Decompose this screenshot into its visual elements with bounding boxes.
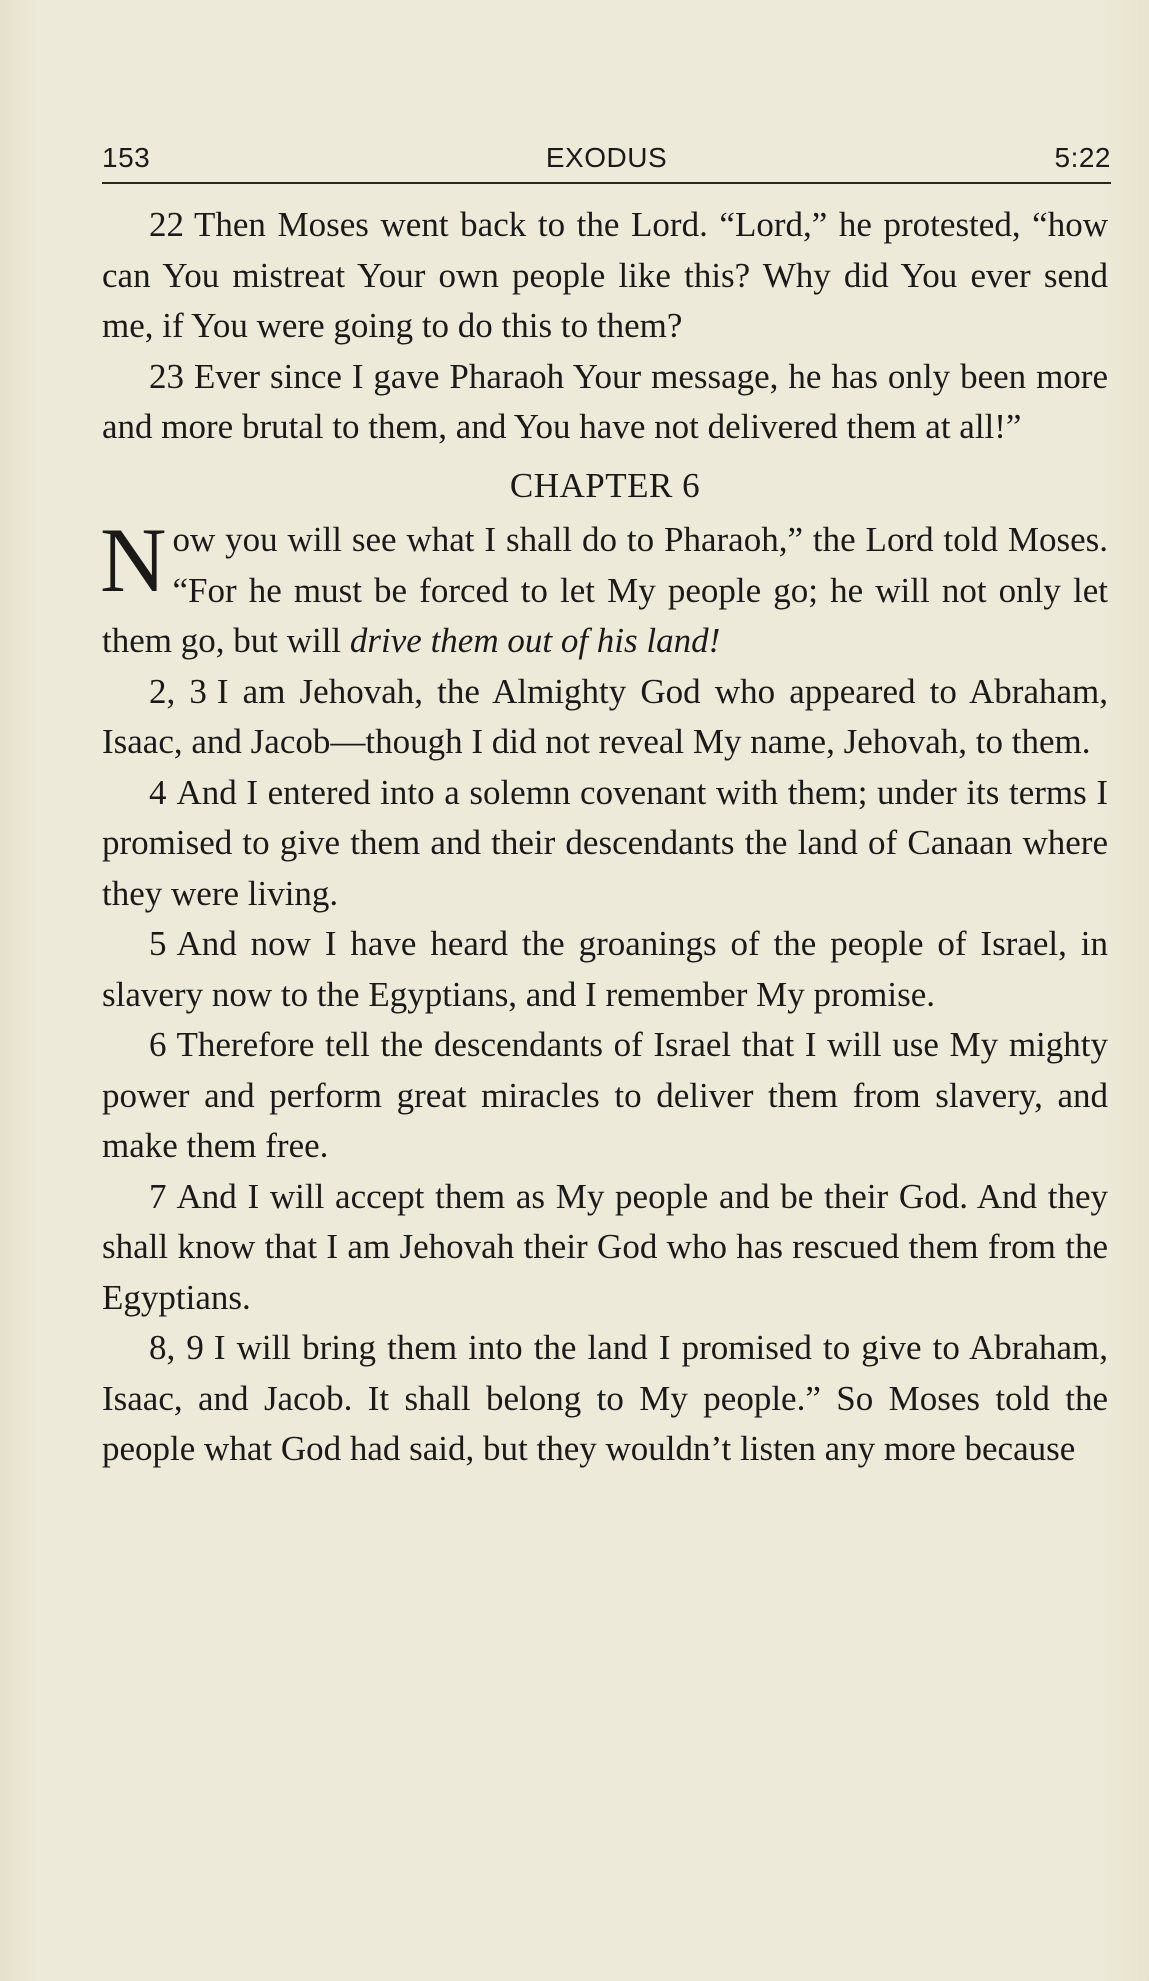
verse-number: 22 — [149, 205, 184, 244]
verse-text: And I will accept them as My people and be their God. And they shall know that I am Jehovah their God who has rescued them from the Egyptians. — [102, 1176, 1108, 1317]
verse-text: And I entered into a solemn covenant with them; under its terms I promised to give them and their descendants the land of Canaan where they were living. — [102, 772, 1108, 913]
verse-6-4 — [102, 768, 1108, 920]
verse-6-1 — [100, 509, 1108, 667]
drop-cap: N — [100, 509, 167, 611]
verse-6-2-3 — [102, 667, 1108, 768]
verse-number: 6 — [149, 1025, 167, 1064]
verse-text: I will bring them into the land I promised to give to Abraham, Isaac, and Jacob. It shall belong to My people.” So Moses told the people what God had said, but they wouldn’t listen any more because — [102, 1328, 1108, 1468]
scripture-text — [102, 200, 1108, 1475]
verse-6-5 — [102, 919, 1108, 1020]
verse-5-23 — [102, 352, 1108, 453]
verse-text: I am Jehovah, the Almighty God who appeared to Abraham, Isaac, and Jacob—though I did not reveal My name, Jehovah, to them. — [102, 671, 1109, 761]
verse-number: 7 — [149, 1176, 167, 1216]
chapter-verse-reference: 5:22 — [1054, 142, 1111, 173]
verse-number: 8, 9 — [149, 1328, 204, 1367]
chapter-heading: CHAPTER 6 — [509, 465, 701, 505]
verse-number: 2, 3 — [149, 671, 207, 711]
verse-6-6 — [102, 1020, 1108, 1172]
verse-number: 5 — [149, 924, 167, 963]
verse-text: ow you will see what I shall do to Pharaoh,” the Lord told Moses. “For he must be forced to let My people go; he will not only let them go, but will — [102, 520, 1108, 660]
verse-text: And now I have heard the groanings of the people of Israel, in slavery now to the Egyptians, and I remember My promise. — [102, 924, 1108, 1014]
verse-5-22 — [102, 200, 1108, 352]
verse-number: 4 — [149, 772, 167, 812]
verse-6-7 — [102, 1172, 1108, 1324]
page-number: 153 — [102, 142, 151, 173]
verse-6-8-9 — [102, 1323, 1108, 1475]
verse-text: Therefore tell the descendants of Israel that I will use My mighty power and perform great miracles to deliver them from slavery, and make them free. — [102, 1025, 1108, 1165]
verse-text: Then Moses went back to the Lord. “Lord,” he protested, “how can You mistreat Your own people like this? Why did You ever send me, if You were going to do this to them? — [102, 205, 1108, 345]
verse-number: 23 — [149, 356, 184, 396]
running-header — [102, 142, 1111, 182]
verse-text: Ever since I gave Pharaoh Your message, he has only been more and more brutal to them, and You have not delivered them at all!” — [102, 356, 1108, 446]
verse-text-italic: drive them out of his land! — [349, 621, 721, 660]
book-title: EXODUS — [545, 142, 668, 173]
header-rule — [102, 182, 1111, 184]
